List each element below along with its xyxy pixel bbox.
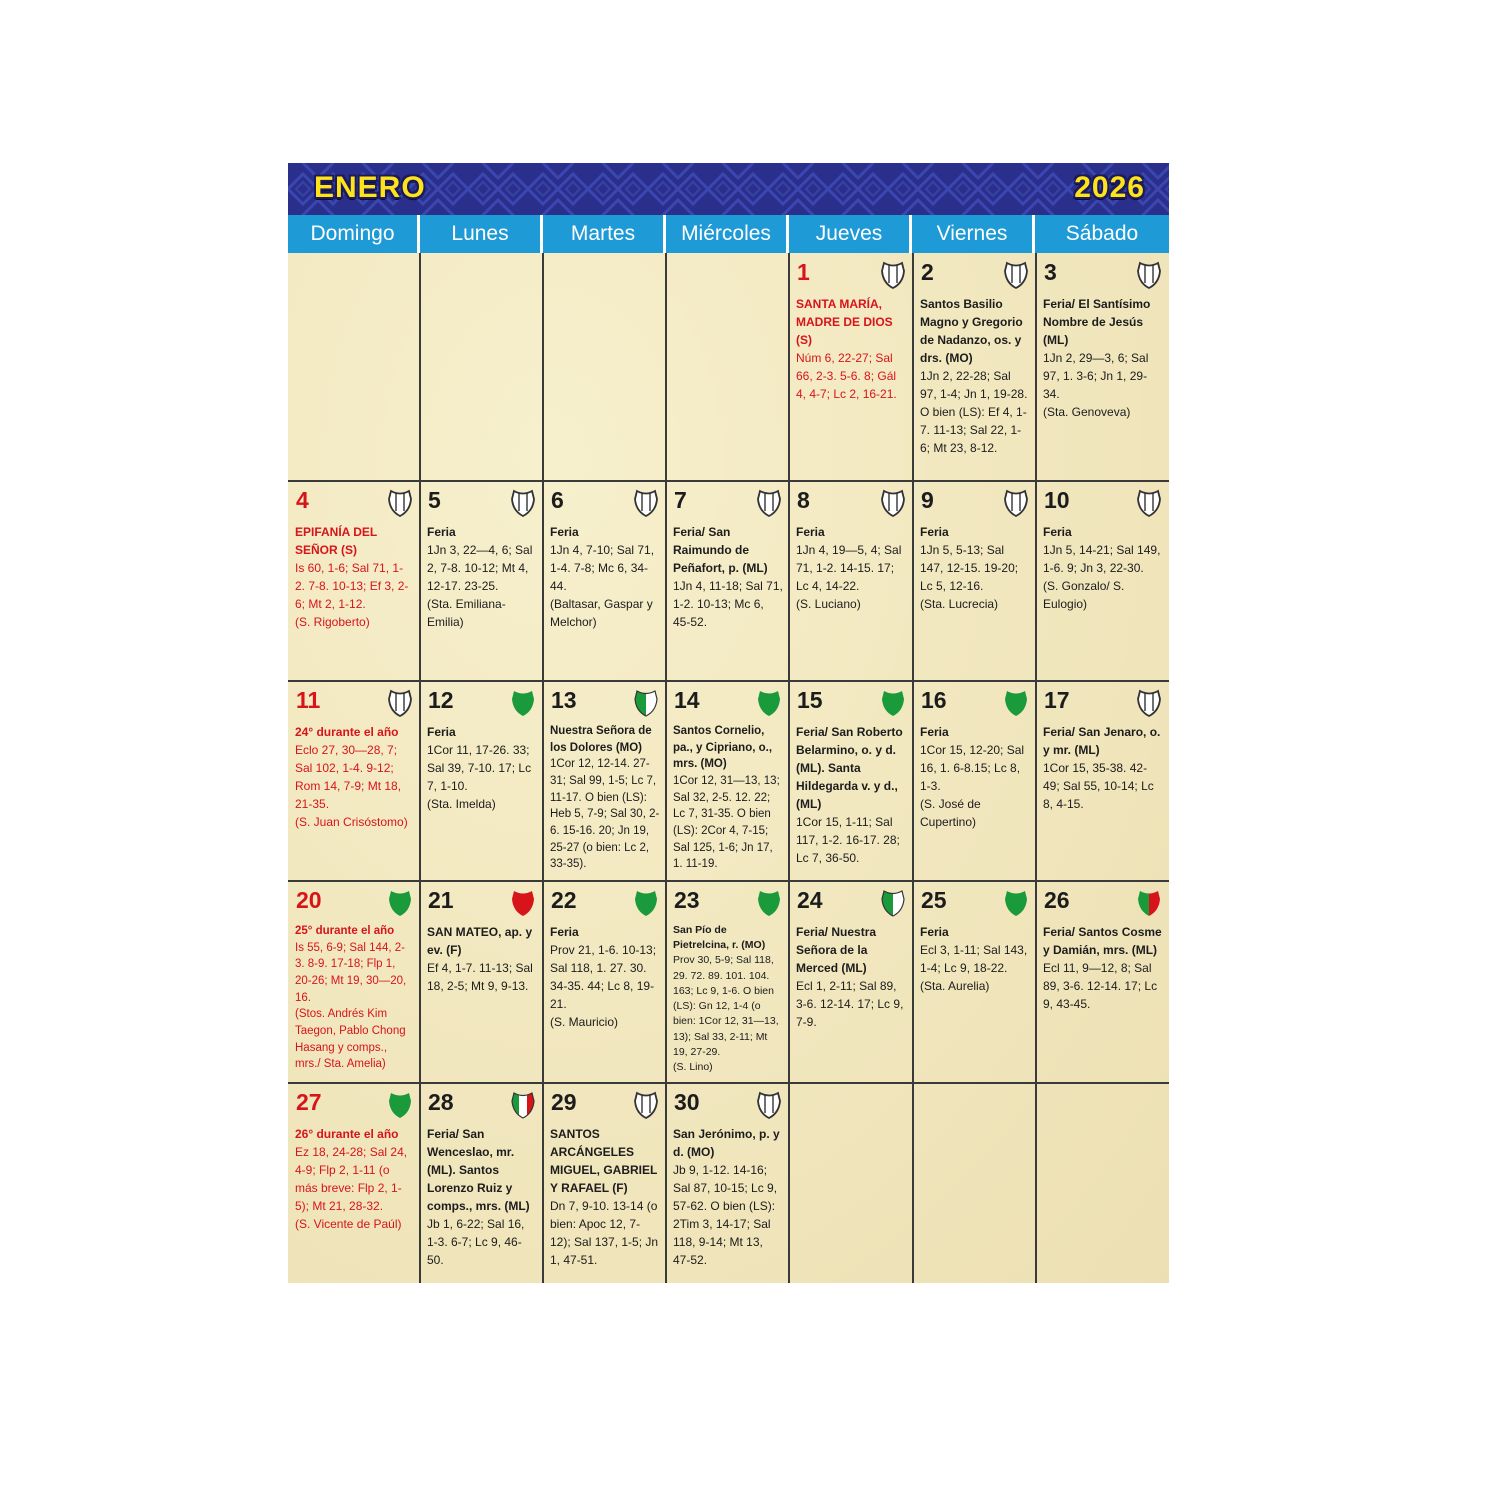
celebration-title: SANTOS ARCÁNGELES MIGUEL, GABRIEL Y RAFAEL (F) xyxy=(550,1127,658,1195)
weekday-monday: Lunes xyxy=(420,215,543,253)
day-number: 29 xyxy=(551,1089,577,1115)
year-title: 2026 xyxy=(1074,171,1145,204)
day-cell xyxy=(1036,253,1169,481)
celebration-title: 25° durante el año xyxy=(295,925,395,937)
celebration-title: Feria/ San Jenaro, o. y mr. (ML) xyxy=(1043,725,1161,757)
saint-of-day: (S. Luciano) xyxy=(796,597,861,611)
liturgy-entry xyxy=(427,723,537,813)
day-number: 12 xyxy=(428,687,454,713)
liturgy-entry xyxy=(427,923,537,995)
readings-text: Jb 9, 1-12. 14-16; Sal 87, 10-15; Lc 9, 57-62. O bien (LS): 2Tim 3, 14-17; Sal 118, 9-14; Mt 13, 47-52. xyxy=(673,1163,778,1267)
day-cell xyxy=(420,881,543,1083)
liturgy-entry xyxy=(796,523,907,613)
saint-of-day: (Stos. Andrés Kim Taegon, Pablo Chong Hasang y comps., mrs./ Sta. Amelia) xyxy=(295,1008,406,1071)
readings-text: 1Jn 5, 14-21; Sal 149, 1-6. 9; Jn 3, 22-30. xyxy=(1043,543,1161,575)
day-number: 26 xyxy=(1044,887,1070,913)
liturgy-entry xyxy=(673,1125,783,1269)
vestment-white-icon xyxy=(881,261,905,289)
liturgy-entry xyxy=(796,295,907,403)
saint-of-day: (S. Vicente de Paúl) xyxy=(295,1217,402,1231)
saint-of-day: (S. Rigoberto) xyxy=(295,615,370,629)
day-number: 21 xyxy=(428,887,454,913)
readings-text: Ecl 1, 2-11; Sal 89, 3-6. 12-14. 17; Lc 9, 7-9. xyxy=(796,979,904,1029)
day-cell xyxy=(1036,681,1169,881)
vestment-green-icon xyxy=(757,689,781,717)
liturgy-entry xyxy=(1043,723,1163,813)
celebration-title: Feria/ El Santísimo Nombre de Jesús (ML) xyxy=(1043,297,1151,347)
weekday-thursday: Jueves xyxy=(789,215,912,253)
saint-of-day: (Sta. Emiliana-Emilia) xyxy=(427,597,506,629)
saint-of-day: (S. Lino) xyxy=(673,1060,713,1073)
saint-of-day: (S. Juan Crisóstomo) xyxy=(295,815,408,829)
readings-text: 1Jn 2, 29—3, 6; Sal 97, 1. 3-6; Jn 1, 29-34. xyxy=(1043,351,1149,401)
vestment-green-icon xyxy=(1004,889,1028,917)
liturgy-entry xyxy=(673,923,783,1075)
saint-of-day: (Sta. Genoveva) xyxy=(1043,405,1131,419)
day-cell xyxy=(666,681,789,881)
day-cell xyxy=(789,681,913,881)
celebration-title: Feria xyxy=(796,525,825,539)
day-cell xyxy=(789,481,913,681)
readings-text: 1Jn 4, 19—5, 4; Sal 71, 1-2. 14-15. 17; Lc 4, 14-22. xyxy=(796,543,902,593)
day-cell xyxy=(666,481,789,681)
day-cell xyxy=(543,681,666,881)
celebration-title: 26° durante el año xyxy=(295,1127,399,1141)
readings-text: 1Jn 4, 11-18; Sal 71, 1-2. 10-13; Mc 6, 45-52. xyxy=(673,579,783,629)
celebration-title: Feria/ San Roberto Belarmino, o. y d. (ML). Santa Hildegarda v. y d., (ML) xyxy=(796,725,903,811)
weekday-friday: Viernes xyxy=(912,215,1035,253)
day-number: 7 xyxy=(674,487,687,513)
liturgy-entry xyxy=(1043,923,1163,1013)
liturgy-entry xyxy=(427,1125,537,1269)
vestment-white-icon xyxy=(388,489,412,517)
day-number: 27 xyxy=(296,1089,322,1115)
day-number: 24 xyxy=(797,887,823,913)
celebration-title: Feria/ San Raimundo de Peñafort, p. (ML) xyxy=(673,525,768,575)
vestment-white-icon xyxy=(1004,261,1028,289)
day-number: 16 xyxy=(921,687,947,713)
vestment-white-icon xyxy=(1004,489,1028,517)
vestment-green-icon xyxy=(388,889,412,917)
day-cell xyxy=(420,681,543,881)
calendar xyxy=(288,163,1169,1283)
day-number: 2 xyxy=(921,259,934,285)
liturgy-entry xyxy=(550,1125,660,1269)
day-cell xyxy=(1036,881,1169,1083)
day-number: 30 xyxy=(674,1089,700,1115)
readings-text: Ecl 11, 9—12, 8; Sal 89, 3-6. 12-14. 17; Lc 9, 43-45. xyxy=(1043,961,1158,1011)
liturgy-entry xyxy=(673,523,783,631)
month-banner xyxy=(288,163,1169,215)
liturgy-entry xyxy=(550,723,660,873)
day-cell xyxy=(913,481,1036,681)
liturgy-entry xyxy=(920,723,1030,831)
readings-text: 1Cor 12, 31—13, 13; Sal 32, 2-5. 12. 22; Lc 7, 31-35. O bien (LS): 2Cor 4, 7-15; Sal 125, 1-6; Jn 17, 1. 11-19. xyxy=(673,775,780,871)
day-number: 25 xyxy=(921,887,947,913)
vestment-red-icon xyxy=(511,889,535,917)
liturgy-entry xyxy=(796,723,907,867)
day-cell xyxy=(288,481,420,681)
readings-text: 1Cor 15, 1-11; Sal 117, 1-2. 16-17. 28; Lc 7, 36-50. xyxy=(796,815,900,865)
vestment-white-icon xyxy=(757,1091,781,1119)
day-number: 9 xyxy=(921,487,934,513)
day-cell xyxy=(666,1083,789,1283)
vestment-white-icon xyxy=(881,489,905,517)
celebration-title: Nuestra Señora de los Dolores (MO) xyxy=(550,725,652,754)
readings-text: 1Jn 3, 22—4, 6; Sal 2, 7-8. 10-12; Mt 4, 12-17. 23-25. xyxy=(427,543,533,593)
readings-text: Ez 18, 24-28; Sal 24, 4-9; Flp 2, 1-11 (o más breve: Flp 2, 1-5); Mt 21, 28-32. xyxy=(295,1145,408,1213)
readings-text: Ef 4, 1-7. 11-13; Sal 18, 2-5; Mt 9, 9-13. xyxy=(427,961,533,993)
vestment-white-icon xyxy=(757,489,781,517)
saint-of-day: (Sta. Lucrecia) xyxy=(920,597,999,611)
day-number: 15 xyxy=(797,687,823,713)
readings-text: 1Jn 4, 7-10; Sal 71, 1-4. 7-8; Mc 6, 34-44. xyxy=(550,543,655,593)
liturgy-entry xyxy=(295,1125,414,1233)
readings-text: 1Jn 5, 5-13; Sal 147, 12-15. 19-20; Lc 5, 12-16. xyxy=(920,543,1019,593)
day-number: 11 xyxy=(296,687,321,713)
celebration-title: 24° durante el año xyxy=(295,725,399,739)
saint-of-day: (S. Mauricio) xyxy=(550,1015,619,1029)
day-cell xyxy=(666,881,789,1083)
calendar-grid xyxy=(288,253,1169,1283)
liturgy-entry xyxy=(550,923,660,1031)
celebration-title: Feria xyxy=(427,725,456,739)
vestment-white-icon xyxy=(1137,689,1161,717)
day-number: 20 xyxy=(296,887,322,913)
day-number: 17 xyxy=(1044,687,1070,713)
vestment-white-icon xyxy=(634,489,658,517)
vestment-green-red-icon xyxy=(1137,889,1161,917)
day-number: 3 xyxy=(1044,259,1057,285)
vestment-white-icon xyxy=(388,689,412,717)
celebration-title: Feria xyxy=(550,925,579,939)
vestment-white-icon xyxy=(1137,261,1161,289)
day-cell xyxy=(789,253,913,481)
day-cell xyxy=(543,481,666,681)
day-number: 23 xyxy=(674,887,700,913)
celebration-title: SAN MATEO, ap. y ev. (F) xyxy=(427,925,533,957)
vestment-green-icon xyxy=(757,889,781,917)
day-cell xyxy=(913,881,1036,1083)
weekday-tuesday: Martes xyxy=(543,215,666,253)
saint-of-day: (Baltasar, Gaspar y Melchor) xyxy=(550,597,653,629)
celebration-title: Feria xyxy=(550,525,579,539)
liturgy-entry xyxy=(550,523,660,631)
weekday-header-row xyxy=(288,215,1169,253)
day-cell xyxy=(1036,481,1169,681)
celebration-title: Feria/ San Wenceslao, mr. (ML). Santos Lorenzo Ruiz y comps., mrs. (ML) xyxy=(427,1127,530,1213)
readings-text: Eclo 27, 30—28, 7; Sal 102, 1-4. 9-12; Rom 14, 7-9; Mt 18, 21-35. xyxy=(295,743,402,811)
readings-text: Núm 6, 22-27; Sal 66, 2-3. 5-6. 8; Gál 4, 4-7; Lc 2, 16-21. xyxy=(796,351,897,401)
day-number: 14 xyxy=(674,687,700,713)
celebration-title: Feria xyxy=(427,525,456,539)
vestment-green-icon xyxy=(634,889,658,917)
celebration-title: Feria xyxy=(920,525,949,539)
day-cell xyxy=(288,881,420,1083)
day-number: 13 xyxy=(551,687,577,713)
readings-text: Is 55, 6-9; Sal 144, 2-3. 8-9. 17-18; Flp 1, 20-26; Mt 19, 30—20, 16. xyxy=(295,941,407,1004)
celebration-title: Feria xyxy=(920,925,949,939)
vestment-green-icon xyxy=(1004,689,1028,717)
day-number: 22 xyxy=(551,887,577,913)
day-number: 10 xyxy=(1044,487,1070,513)
day-cell xyxy=(789,881,913,1083)
celebration-title: Feria/ Nuestra Señora de la Merced (ML) xyxy=(796,925,877,975)
day-cell xyxy=(288,681,420,881)
day-cell xyxy=(420,481,543,681)
liturgy-entry xyxy=(295,723,414,831)
readings-text: 1Cor 15, 35-38. 42-49; Sal 55, 10-14; Lc 8, 4-15. xyxy=(1043,761,1154,811)
readings-text: 1Cor 15, 12-20; Sal 16, 1. 6-8.15; Lc 8, 1-3. xyxy=(920,743,1025,793)
day-cell xyxy=(288,1083,420,1283)
readings-text: Prov 30, 5-9; Sal 118, 29. 72. 89. 101. 104. 163; Lc 9, 1-6. O bien (LS): Gn 12, 1-4 (o bien: 1Cor 12, 31—13, 13); Sal 33, 2-11; Mt 19, 27-29. xyxy=(673,954,779,1058)
day-number: 8 xyxy=(797,487,810,513)
day-cell xyxy=(913,253,1036,481)
liturgy-entry xyxy=(1043,295,1163,421)
readings-text: Jb 1, 6-22; Sal 16, 1-3. 6-7; Lc 9, 46-50. xyxy=(427,1217,525,1267)
liturgy-entry xyxy=(796,923,907,1031)
readings-text: Prov 21, 1-6. 10-13; Sal 118, 1. 27. 30. 34-35. 44; Lc 8, 19-21. xyxy=(550,943,657,1011)
liturgy-entry xyxy=(295,523,414,631)
day-number: 5 xyxy=(428,487,441,513)
celebration-title: Feria/ Santos Cosme y Damián, mrs. (ML) xyxy=(1043,925,1162,957)
day-cell xyxy=(913,681,1036,881)
celebration-title: Feria xyxy=(1043,525,1072,539)
vestment-white-icon xyxy=(1137,489,1161,517)
celebration-title: SANTA MARÍA, MADRE DE DIOS (S) xyxy=(796,297,893,347)
saint-of-day: (S. José de Cupertino) xyxy=(920,797,981,829)
readings-text: 1Jn 2, 22-28; Sal 97, 1-4; Jn 1, 19-28. O bien (LS): Ef 4, 1-7. 11-13; Sal 22, 1-6; Mt 23, 8-12. xyxy=(920,369,1028,455)
weekday-wednesday: Miércoles xyxy=(666,215,789,253)
readings-text: Ecl 3, 1-11; Sal 143, 1-4; Lc 9, 18-22. xyxy=(920,943,1028,975)
celebration-title: EPIFANÍA DEL SEÑOR (S) xyxy=(295,525,378,557)
day-cell xyxy=(420,1083,543,1283)
celebration-title: Santos Cornelio, pa., y Cipriano, o., mrs. (MO) xyxy=(673,725,773,771)
vestment-white-icon xyxy=(634,1091,658,1119)
liturgy-entry xyxy=(920,523,1030,613)
vestment-tri-icon xyxy=(511,1091,535,1119)
weekday-sunday: Domingo xyxy=(288,215,420,253)
readings-text: 1Cor 11, 17-26. 33; Sal 39, 7-10. 17; Lc 7, 1-10. xyxy=(427,743,532,793)
saint-of-day: (S. Gonzalo/ S. Eulogio) xyxy=(1043,579,1125,611)
month-title: ENERO xyxy=(314,171,426,204)
day-cell xyxy=(543,881,666,1083)
liturgy-entry xyxy=(295,923,414,1073)
readings-text: Dn 7, 9-10. 13-14 (o bien: Apoc 12, 7-12); Sal 137, 1-5; Jn 1, 47-51. xyxy=(550,1199,659,1267)
vestment-green-white-icon xyxy=(881,889,905,917)
weekday-saturday: Sábado xyxy=(1035,215,1169,253)
vestment-green-icon xyxy=(388,1091,412,1119)
vestment-white-icon xyxy=(511,489,535,517)
vestment-green-icon xyxy=(881,689,905,717)
day-number: 4 xyxy=(296,487,309,513)
liturgy-entry xyxy=(427,523,537,631)
readings-text: 1Cor 12, 12-14. 27-31; Sal 99, 1-5; Lc 7, 11-17. O bien (LS): Heb 5, 7-9; Sal 30, 2-6. 15-16. 20; Jn 19, 25-27 (o bien: Lc 2, 33-35). xyxy=(550,758,660,871)
day-number: 28 xyxy=(428,1089,454,1115)
saint-of-day: (Sta. Imelda) xyxy=(427,797,496,811)
celebration-title: Santos Basilio Magno y Gregorio de Nadanzo, os. y drs. (MO) xyxy=(920,297,1023,365)
readings-text: Is 60, 1-6; Sal 71, 1- 2. 7-8. 10-13; Ef 3, 2-6; Mt 2, 1-12. xyxy=(295,561,409,611)
liturgy-entry xyxy=(1043,523,1163,613)
vestment-green-icon xyxy=(511,689,535,717)
liturgy-entry xyxy=(920,295,1030,457)
liturgy-entry xyxy=(673,723,783,873)
day-cell xyxy=(543,1083,666,1283)
celebration-title: San Jerónimo, p. y d. (MO) xyxy=(673,1127,780,1159)
day-number: 6 xyxy=(551,487,564,513)
saint-of-day: (Sta. Aurelia) xyxy=(920,979,990,993)
celebration-title: Feria xyxy=(920,725,949,739)
vestment-green-white-icon xyxy=(634,689,658,717)
celebration-title: San Pío de Pietrelcina, r. (MO) xyxy=(673,924,766,952)
day-number: 1 xyxy=(797,259,810,285)
liturgy-entry xyxy=(920,923,1030,995)
